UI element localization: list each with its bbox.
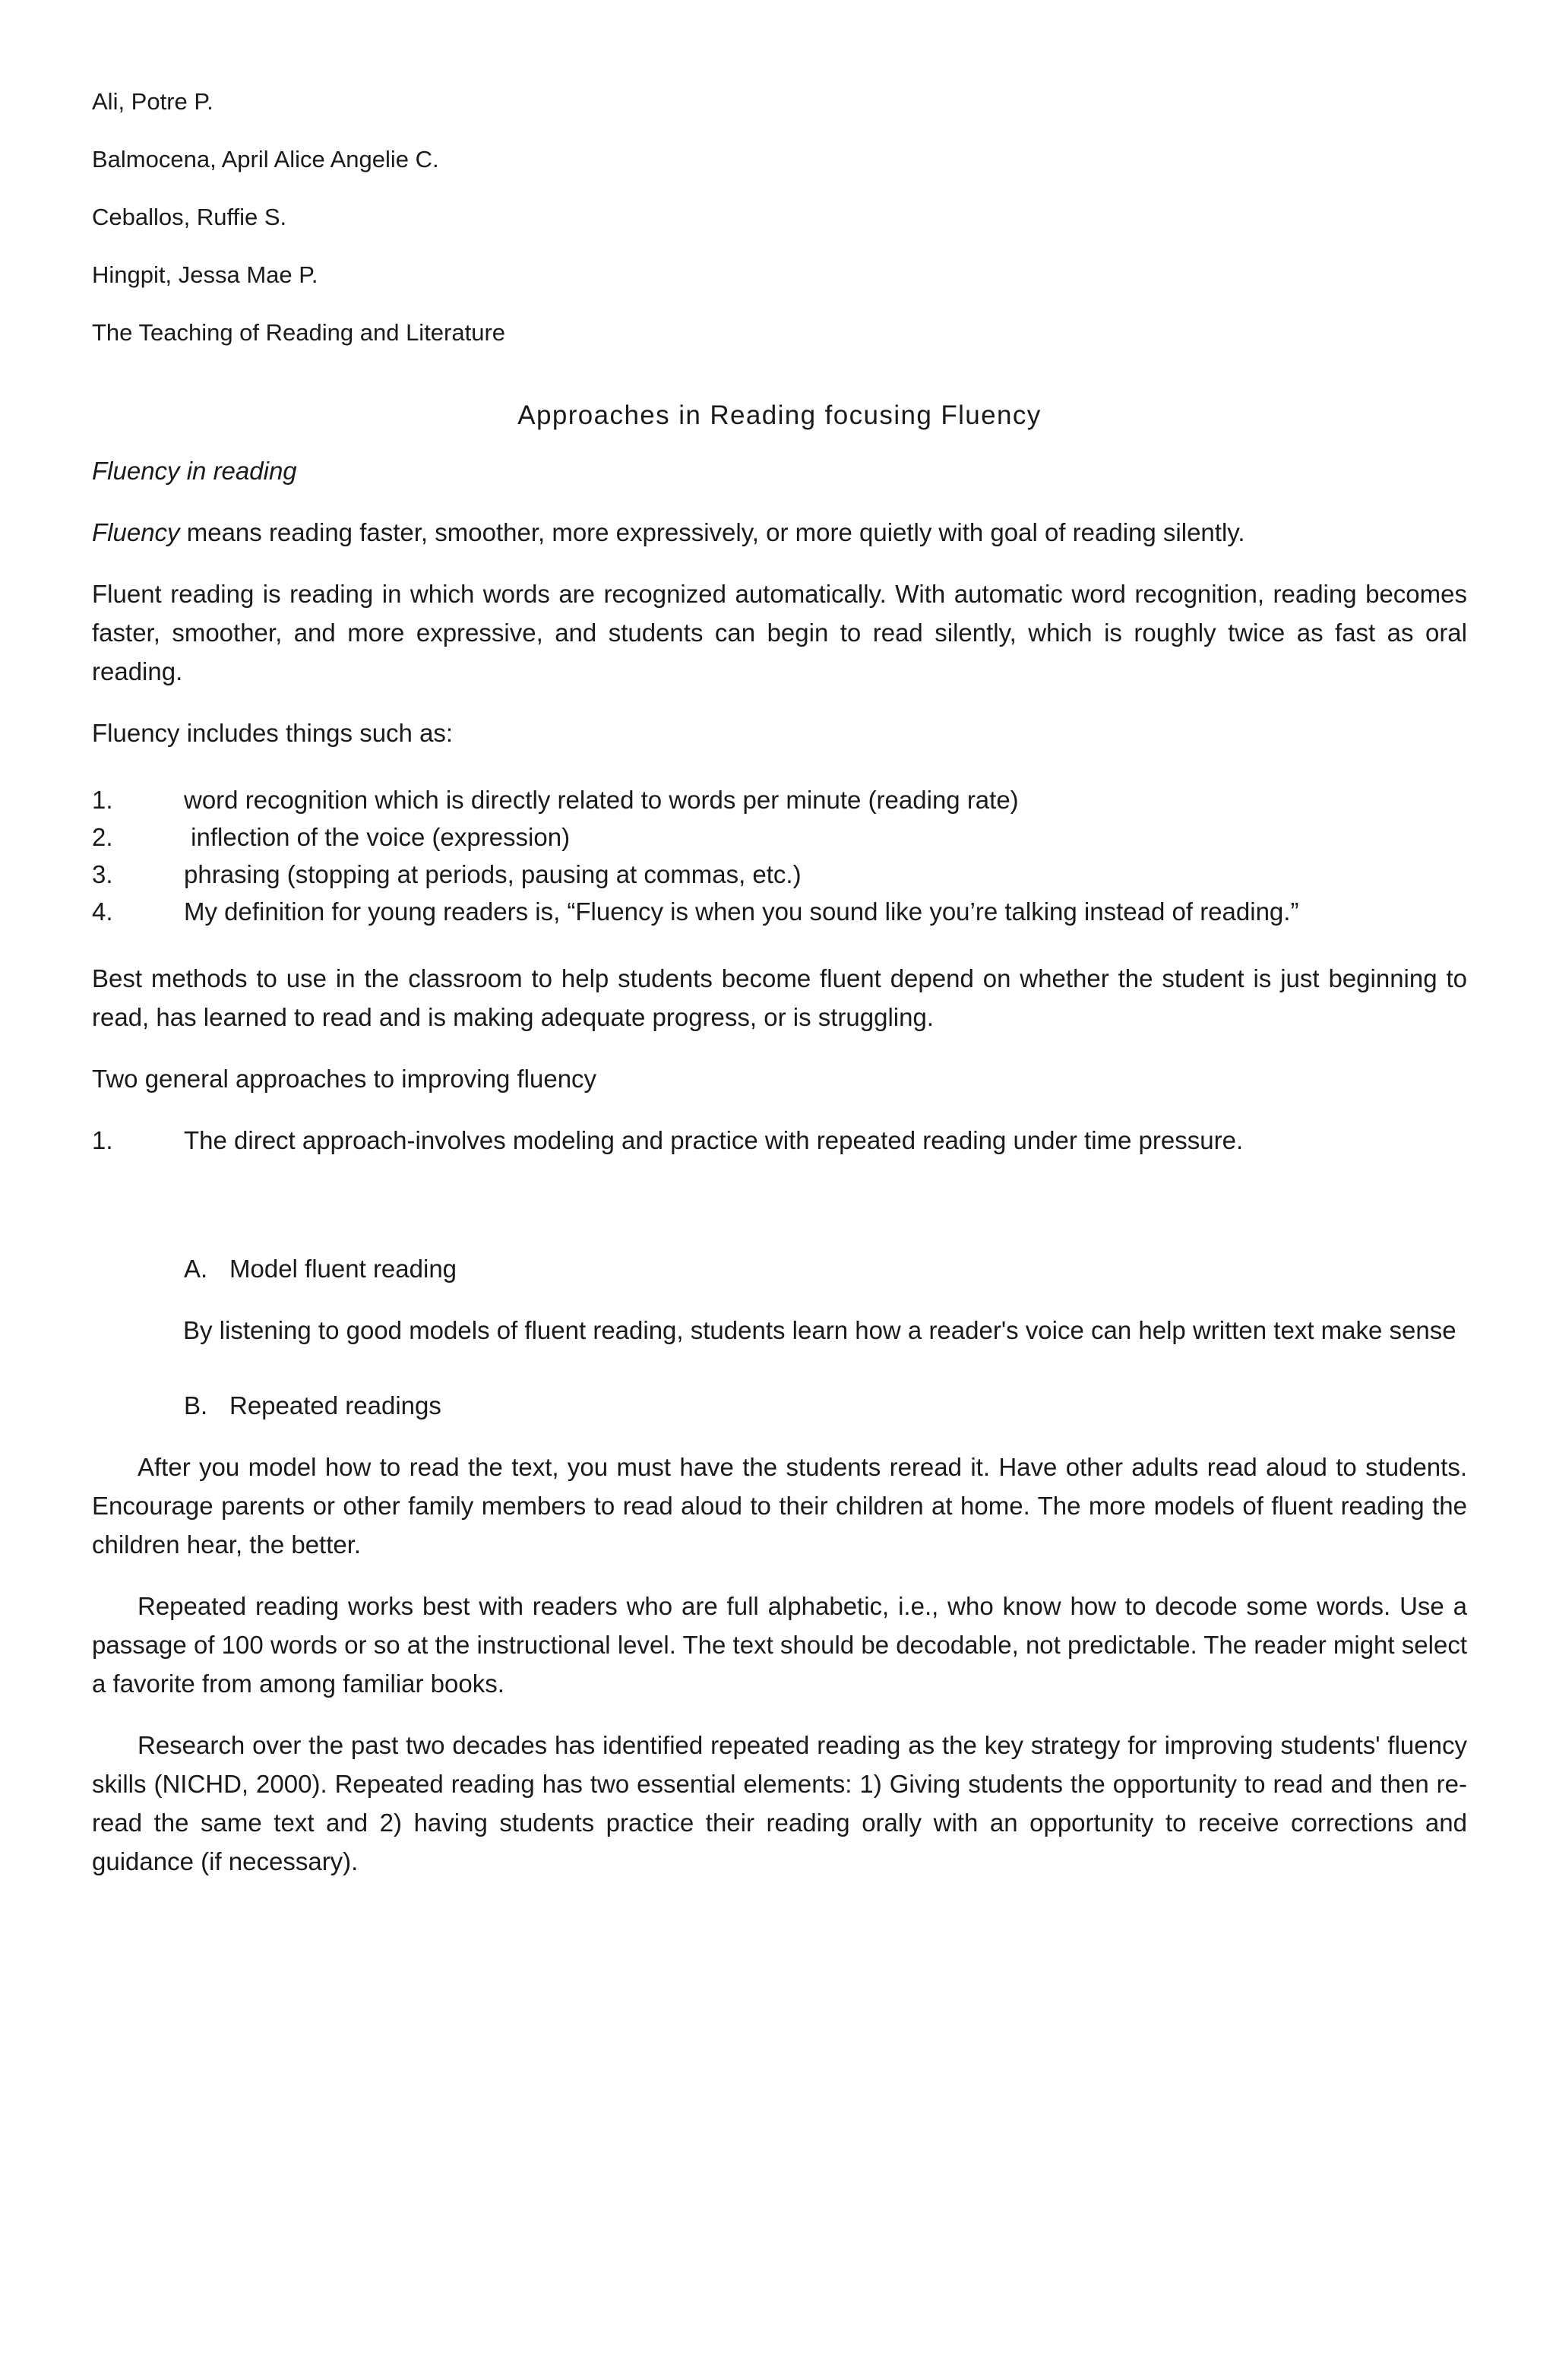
list-item [92,818,1467,856]
two-approaches-heading: Two general approaches to improving fluency [92,1065,597,1093]
list-text: inflection of the voice (expression) [184,823,571,851]
author-line-2: Balmocena, April Alice Angelie C. [92,146,439,172]
subhead-text: Repeated readings [229,1391,441,1419]
author-line-1: Ali, Potre P. [92,88,213,115]
subhead-text: Model fluent reading [229,1255,457,1283]
definition-text: means reading faster, smoother, more expressively, or more quietly with goal of reading silently. [179,518,1245,546]
list-text: phrasing (stopping at periods, pausing at commas, etc.) [184,860,802,888]
repeated-paragraph-1: After you model how to read the text, you must have the students reread it. Have other adults read aloud to students. Encourage parents or other family members to read aloud to their children at home. The more models of fluent reading the children hear, the better. [92,1453,1467,1559]
list-text: My definition for young readers is, “Fluency is when you sound like you’re talking instead of reading.” [184,897,1299,926]
list-item [92,781,1467,818]
direct-approach-description: involves modeling and practice with repeated reading under time pressure. [415,1126,1244,1154]
model-fluent-heading [184,1249,1467,1288]
document-body [92,88,1467,1904]
page-title: Approaches in Reading focusing Fluency [517,400,1042,430]
direct-approach-number: 1. [92,1126,113,1154]
includes-list [92,781,1467,930]
list-number: 3. [92,860,113,888]
course-line: The Teaching of Reading and Literature [92,319,506,346]
direct-approach-text [184,1121,1243,1160]
list-number: 2. [92,823,113,851]
fluent-paragraph: Fluent reading is reading in which words are recognized automatically. With automatic word recognition, reading becomes faster, smoother, and more expressive, and students can begin to read silently, which is roughly twice as fast as oral reading. [92,580,1467,685]
author-line-4: Hingpit, Jessa Mae P. [92,261,318,288]
model-fluent-paragraph: By listening to good models of fluent reading, students learn how a reader's voice can help written text make sense [183,1316,1456,1344]
list-text: word recognition which is directly related to words per minute (reading rate) [184,786,1019,814]
repeated-paragraph-2: Repeated reading works best with readers who are full alphabetic, i.e., who know how to decode some words. Use a passage of 100 words or so at the instructional level. The text should be decodable, not predictable. The reader might select a favorite from among familiar books. [92,1592,1467,1698]
definition-term: Fluency [92,518,180,546]
includes-heading: Fluency includes things such as: [92,719,454,747]
definition-paragraph [92,513,1467,552]
list-item [92,856,1467,893]
repeated-readings-heading [184,1386,1467,1425]
author-line-3: Ceballos, Ruffie S. [92,204,287,230]
list-item [92,893,1467,930]
list-number: 1. [92,786,113,814]
repeated-paragraph-3: Research over the past two decades has identified repeated reading as the key strategy for improving students' fluency skills (NICHD, 2000). Repeated reading has two essential elements: 1) Giving students the opportunity to read and then re-read the same text and 2) having students practice their reading orally with an opportunity to receive corrections and guidance (if necessary). [92,1731,1467,1875]
subhead-letter: B. [184,1391,208,1419]
list-number: 4. [92,897,113,926]
section-heading: Fluency in reading [92,457,297,485]
direct-approach-label: The direct approach- [184,1126,416,1154]
best-methods-paragraph: Best methods to use in the classroom to help students become fluent depend on whether the student is just beginning to read, has learned to read and is making adequate progress, or is struggling. [92,964,1467,1031]
subhead-letter: A. [184,1255,208,1283]
direct-approach-row [92,1121,1467,1160]
